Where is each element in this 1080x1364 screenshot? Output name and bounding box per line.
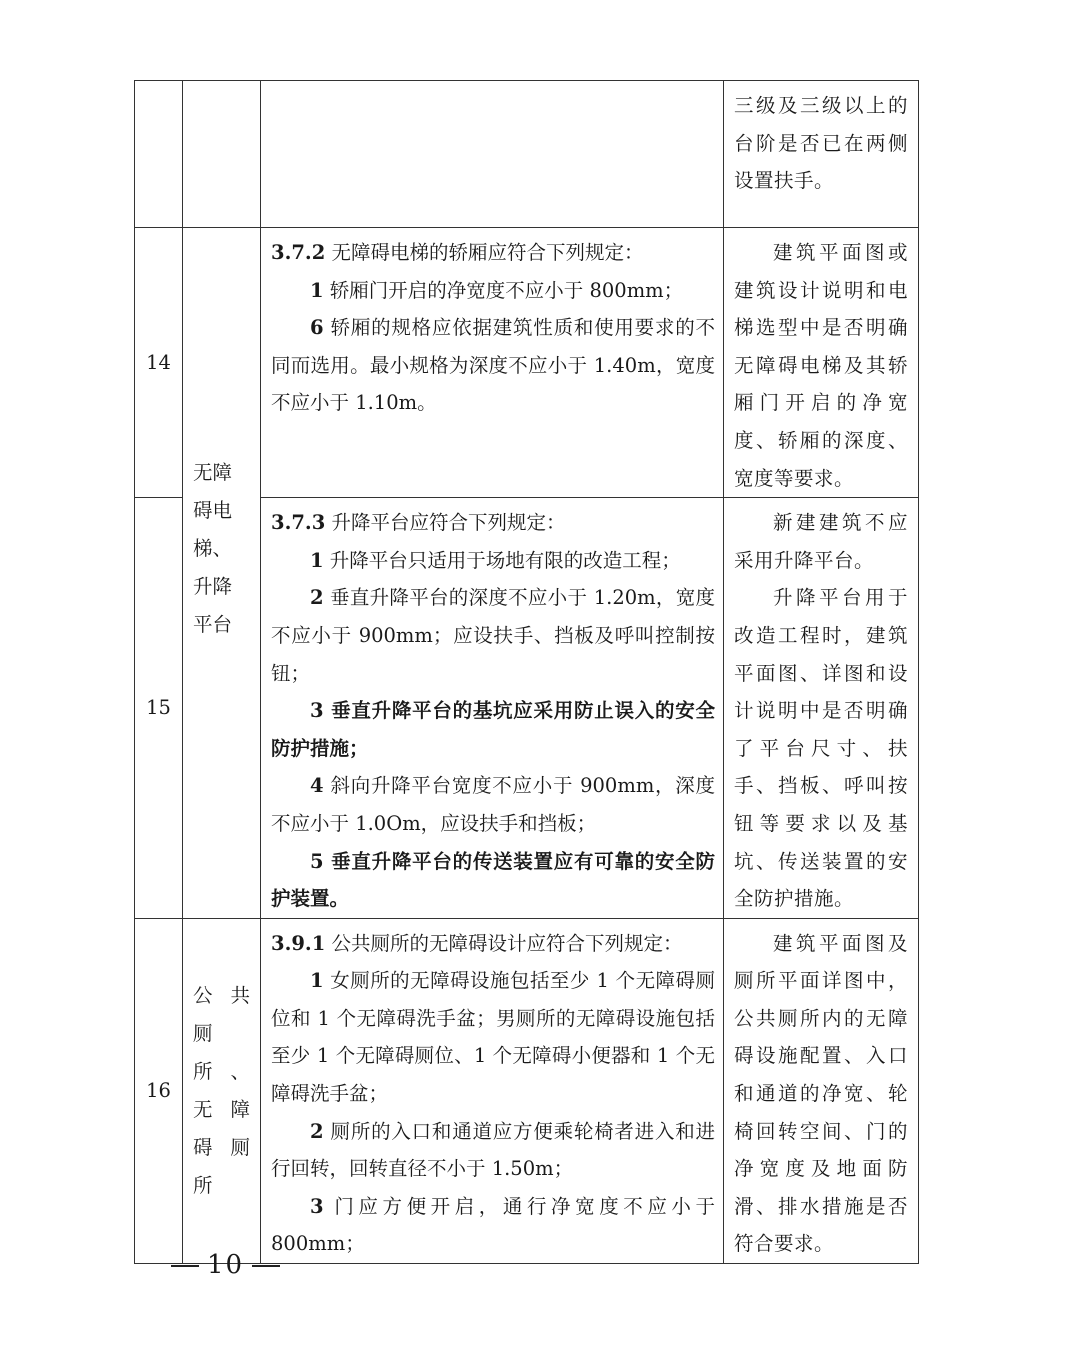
clause-line: 3.7.2 无障碍电梯的轿厢应符合下列规定：	[271, 241, 644, 264]
standard-cell	[261, 918, 724, 1263]
clause-line-mandatory: 5 垂直升降平台的传送装置应有可靠的安全防护装置。	[271, 849, 715, 911]
item-label: 公共厕所、无障碍厕所	[193, 983, 250, 1197]
clause-line: 1 轿厢门开启的净宽度不应小于 800mm；	[310, 278, 684, 302]
clause-line: 1 升降平台只适用于场地有限的改造工程；	[310, 548, 681, 572]
item-cell	[183, 81, 261, 228]
table-row	[135, 918, 919, 1263]
check-cell	[724, 228, 919, 498]
clause-line: 3.7.3 升降平台应符合下列规定：	[271, 511, 566, 535]
standard-cell	[261, 228, 724, 498]
standards-table	[134, 80, 919, 1264]
clause-line: 3 门应方便开启，通行净宽度不应小于 800mm；	[271, 1194, 715, 1256]
standard-cell	[261, 498, 724, 919]
clause-line: 4 斜向升降平台宽度不应小于 900mm，深度不应小于 1.0Om，应设扶手和挡板；	[271, 774, 715, 835]
dash-left	[171, 1265, 199, 1267]
clause-line: 2 垂直升降平台的深度不应小于 1.20m，宽度不应小于 900mm；应设扶手、挡板及呼叫控制按钮；	[271, 586, 715, 685]
row-number-cell	[135, 81, 183, 228]
standard-cell	[261, 81, 724, 228]
clause-line: 2 厕所的入口和通道应方便乘轮椅者进入和进行回转，回转直径不小于 1.50m；	[271, 1119, 715, 1181]
check-cell	[724, 81, 919, 228]
item-cell-toilet	[183, 918, 261, 1263]
check-text: 建筑平面图或建筑设计说明和电梯选型中是否明确无障碍电梯及其轿厢门开启的净宽度、轿厢的深度、宽度等要求。	[734, 241, 908, 490]
clause-line: 6 轿厢的规格应依据建筑性质和使用要求的不同而选用。最小规格为深度不应小于 1.40m，宽度不应小于 1.10m。	[271, 316, 715, 415]
clause-line-mandatory: 3 垂直升降平台的基坑应采用防止误入的安全防护措施；	[271, 699, 715, 760]
clause-line: 1 女厕所的无障碍设施包括至少 1 个无障碍厕位和 1 个无障碍洗手盆；男厕所的无障碍设施包括至少 1 个无障碍厕位、1 个无障碍小便器和 1 个无障碍洗手盆；	[271, 969, 715, 1106]
item-label: 无障碍电梯、升降平台	[193, 461, 233, 636]
row-number-cell: 15	[135, 498, 183, 919]
row-number-cell: 14	[135, 228, 183, 498]
clause-line: 3.9.1 公共厕所的无障碍设计应符合下列规定：	[271, 931, 683, 955]
check-text: 三级及三级以上的台阶是否已在两侧设置扶手。	[734, 94, 908, 193]
row-number-cell: 16	[135, 918, 183, 1263]
check-cell	[724, 498, 919, 919]
table-row	[135, 81, 919, 228]
dash-right	[252, 1265, 280, 1267]
check-cell	[724, 918, 919, 1263]
item-cell-elevator	[183, 228, 261, 919]
check-text: 升降平台用于改造工程时，建筑平面图、详图和设计说明中是否明确了平台尺寸、扶手、挡板、呼叫按钮等要求以及基坑、传送装置的安全防护措施。	[734, 586, 908, 911]
table-row	[135, 228, 919, 498]
page-number: 10	[163, 1250, 288, 1280]
check-text: 建筑平面图及厕所平面详图中，公共厕所内的无障碍设施配置、入口和通道的净宽、轮椅回转空间、门的净宽度及地面防滑、排水措施是否符合要求。	[734, 931, 908, 1256]
check-text: 新建建筑不应采用升降平台。	[734, 511, 908, 572]
